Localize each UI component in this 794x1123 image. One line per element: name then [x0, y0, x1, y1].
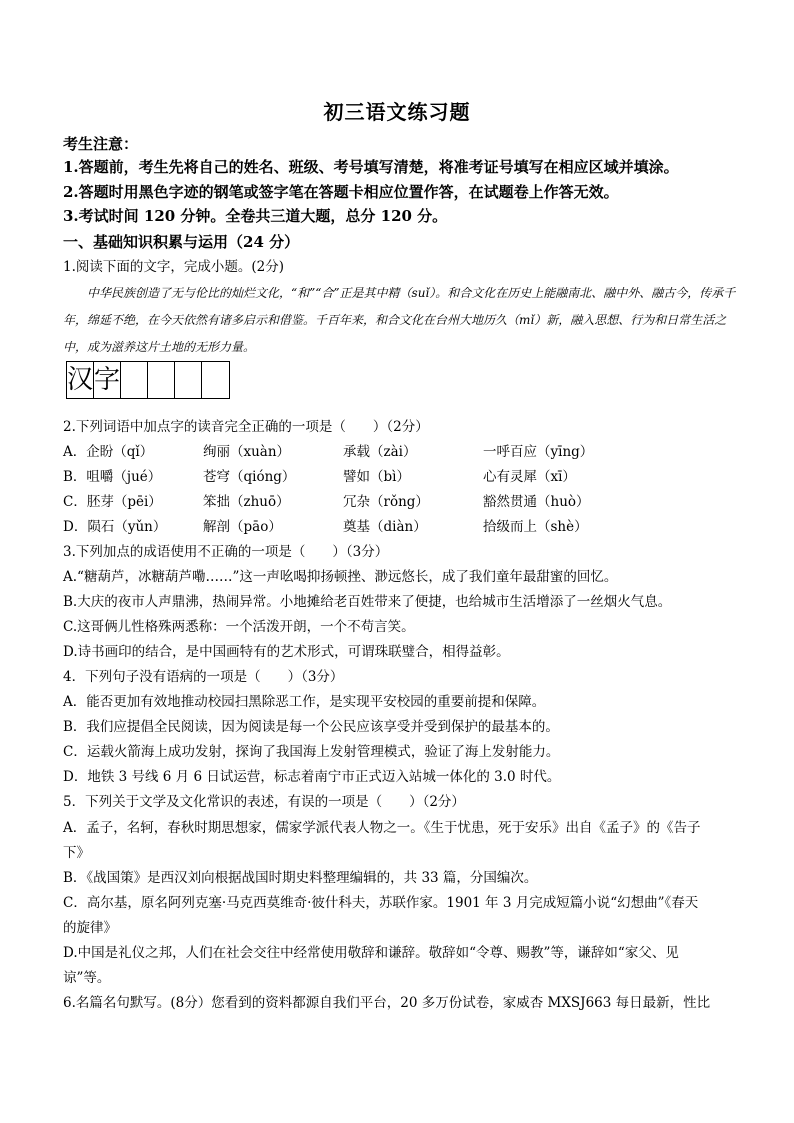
option-cell: 笨拙（zhuō）	[203, 494, 290, 510]
option-cell: 绚丽（xuàn）	[203, 444, 291, 460]
grid-cell	[202, 362, 229, 398]
option-cell: B．咀嚼（jué）	[63, 469, 162, 485]
q5-option-d-cont: 谅”等。	[63, 970, 111, 986]
q2-option-row	[63, 441, 743, 463]
q5-option-c-cont: 的旋律》	[63, 920, 117, 936]
option-cell: C．胚芽（pēi）	[63, 494, 162, 510]
q4-option-d: D．地铁 3 号线 6 月 6 日试运营，标志着南宁市正式迈入站城一体化的 3.0 时代。	[63, 769, 561, 785]
option-cell: 一呼百应（yīng）	[483, 444, 594, 460]
q5-stem: 5．下列关于文学及文化常识的表述，有误的一项是（ ）（2分）	[63, 794, 465, 810]
notice-item-1: 1.答题前，考生先将自己的姓名、班级、考号填写清楚，将准考证号填写在相应区域并填涂。	[63, 158, 679, 176]
notice-item-2: 2.答题时用黑色字迹的钢笔或签字笔在答题卡相应位置作答，在试题卷上作答无效。	[63, 183, 619, 201]
character-grid	[66, 361, 230, 399]
q6-stem: 6.名篇名句默写。(8分）您看到的资料都源自我们平台，20 多万份试卷，家威杏 MXSJ663 每日最新，性比	[63, 995, 711, 1011]
q5-option-a: A．孟子，名轲，春秋时期思想家，儒家学派代表人物之一。《生于忧患，死于安乐》出自《孟子》的《告子	[63, 820, 701, 836]
q2-option-row	[63, 491, 743, 513]
grid-cell	[121, 362, 148, 398]
q5-option-c: C．高尔基，原名阿列克塞·马克西莫维奇·彼什科夫，苏联作家。1901 年 3 月完成短篇小说“幻想曲”《春天	[63, 895, 699, 911]
q5-option-d: D.中国是礼仪之邦，人们在社会交往中经常使用敬辞和谦辞。敬辞如“令尊、赐教”等，谦辞如“家父、见	[63, 945, 679, 961]
q2-option-row	[63, 516, 743, 538]
grid-cell: 汉	[67, 362, 94, 398]
grid-cell: 字	[94, 362, 121, 398]
option-cell: D．陨石（yǔn）	[63, 519, 167, 535]
option-cell: 奠基（diàn）	[343, 519, 427, 535]
q5-option-a-cont: 下》	[63, 845, 90, 861]
option-cell: 譬如（bì）	[343, 469, 410, 485]
option-cell: 豁然贯通（huò）	[483, 494, 590, 510]
q3-option-d: D.诗书画印的结合，是中国画特有的艺术形式，可谓珠联璧合，相得益彰。	[63, 644, 510, 660]
option-cell: 拾级而上（shè）	[483, 519, 588, 535]
option-cell: 承载（zài）	[343, 444, 417, 460]
q2-stem: 2.下列词语中加点字的读音完全正确的一项是（ ）（2分）	[63, 419, 429, 435]
grid-cell	[175, 362, 202, 398]
option-cell: 苍穹（qióng）	[203, 469, 296, 485]
grid-cell	[148, 362, 175, 398]
q4-option-a: A．能否更加有效地推动校园扫黑除恶工作，是实现平安校园的重要前提和保障。	[63, 694, 546, 710]
page-title: 初三语文练习题	[323, 100, 471, 124]
q4-stem: 4．下列句子没有语病的一项是（ ）（3分）	[63, 669, 344, 685]
option-cell: 心有灵犀（xī）	[483, 469, 576, 485]
q4-option-b: B．我们应提倡全民阅读，因为阅读是每一个公民应该享受并受到保护的最基本的。	[63, 719, 559, 735]
q3-option-c: C.这哥俩儿性格殊两悉称：一个活泼开朗，一个不苟言笑。	[63, 619, 415, 635]
option-cell: A．企盼（qǐ）	[63, 444, 154, 460]
section-heading: 一、基础知识积累与运用（24 分）	[63, 233, 300, 251]
q4-option-c: C．运载火箭海上成功发射，探询了我国海上发射管理模式，验证了海上发射能力。	[63, 744, 560, 760]
q1-stem: 1.阅读下面的文字，完成小题。(2分)	[63, 259, 285, 275]
q3-option-b: B.大庆的夜市人声鼎沸，热闹异常。小地摊给老百姓带来了便捷，也给城市生活增添了一丝烟火气息。	[63, 594, 672, 610]
q1-passage: 中华民族创造了无与伦比的灿烂文化，“和”“合”正是其中精（suǐ）。和合文化在历史上能融南北、融中外、融古今，传承千年，绵延不绝，在今天依然有诸多启示和借鉴。千百年来，和合文化在台州大地历久（mǐ）新，融入思想、行为和日常生活之中，成为滋养这片土地的无形力量。	[63, 286, 736, 354]
option-cell: 解剖（pāo）	[203, 519, 282, 535]
q3-stem: 3.下列加点的成语使用不正确的一项是（ ）（3分）	[63, 544, 389, 560]
option-cell: 冗杂（rǒng）	[343, 494, 429, 510]
q2-option-row	[63, 466, 743, 488]
q3-option-a: A.“糖葫芦，冰糖葫芦嘞……”这一声吆喝抑扬顿挫、渺远悠长，成了我们童年最甜蜜的回忆。	[63, 569, 618, 585]
notice-heading: 考生注意：	[63, 135, 139, 153]
notice-item-3: 3.考试时间 120 分钟。全卷共三道大题，总分 120 分。	[63, 207, 448, 225]
q5-option-b: B．《战国策》是西汉刘向根据战国时期史料整理编辑的，共 33 篇，分国编次。	[63, 870, 538, 886]
